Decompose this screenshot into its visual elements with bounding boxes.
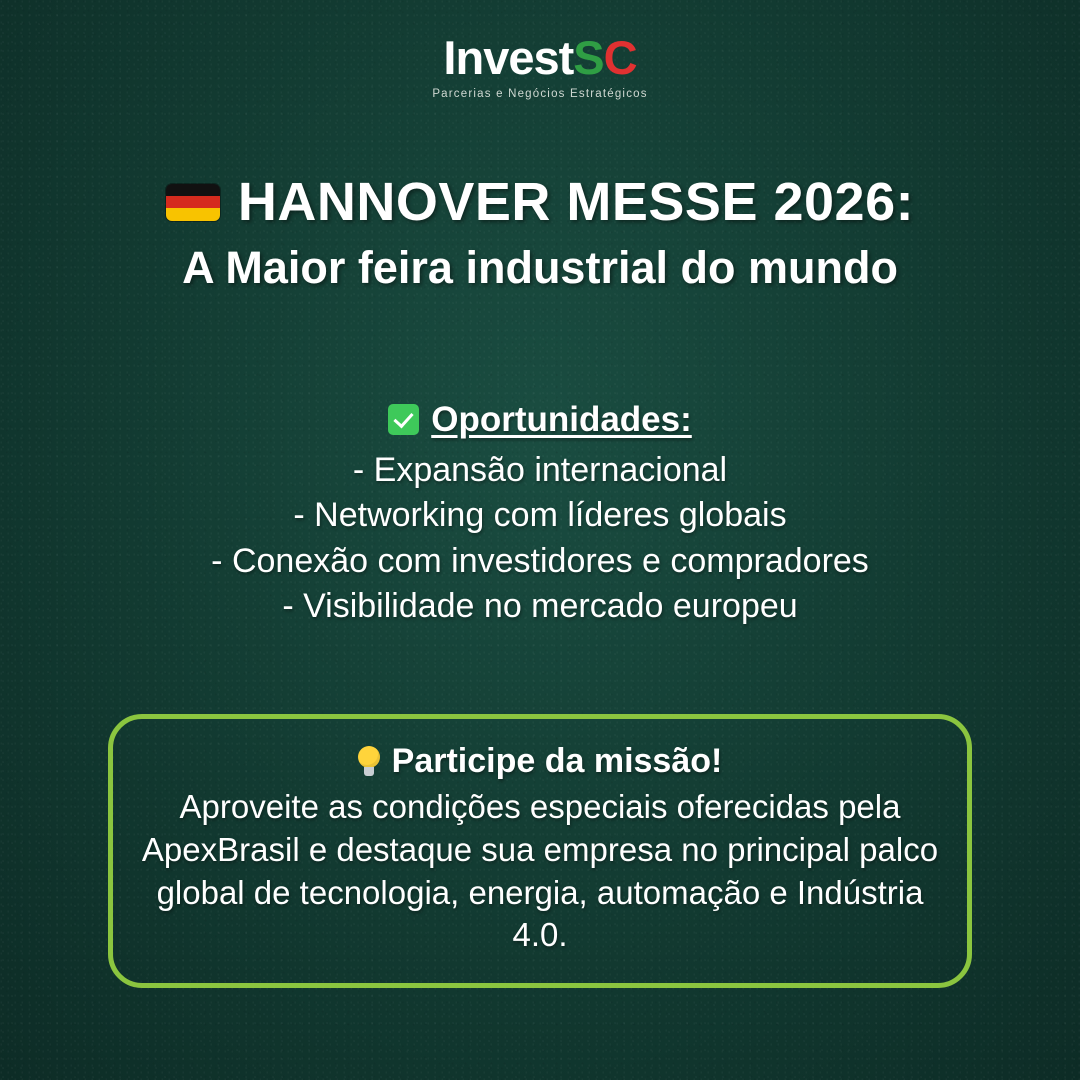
list-item: - Visibilidade no mercado europeu [282, 587, 798, 626]
opportunities-heading-label: Oportunidades: [431, 400, 692, 439]
headline-row [40, 172, 1040, 232]
opportunities-heading [388, 398, 692, 442]
list-item: - Expansão internacional [352, 450, 728, 489]
logo-text-invest: Invest [443, 31, 574, 84]
logo-text-s: S [573, 31, 604, 84]
cta-callout-box [108, 714, 972, 988]
opportunities-list [40, 448, 1040, 630]
logo-text-c: C [603, 31, 637, 84]
brand-logo [0, 31, 1080, 100]
cta-heading [139, 741, 941, 782]
headline-section [0, 172, 1080, 294]
cta-body-text: Aproveite as condições especiais oferecidas pela ApexBrasil e destaque sua empresa no principal palco global de tecnologia, energia, automação e Indústria 4.0. [141, 787, 939, 954]
page-title: HANNOVER MESSE 2026: [237, 172, 915, 232]
lightbulb-icon [358, 746, 380, 776]
opportunities-section [0, 398, 1080, 630]
list-item: - Conexão com investidores e compradores [211, 541, 869, 580]
cta-heading-label: Participe da missão! [391, 742, 723, 780]
list-item: - Networking com líderes globais [293, 496, 787, 535]
check-mark-icon [388, 404, 419, 435]
page-subtitle: A Maior feira industrial do mundo [182, 242, 898, 294]
logo-wordmark [0, 31, 1080, 84]
german-flag-icon [166, 184, 220, 221]
logo-tagline: Parcerias e Negócios Estratégicos [432, 88, 648, 100]
